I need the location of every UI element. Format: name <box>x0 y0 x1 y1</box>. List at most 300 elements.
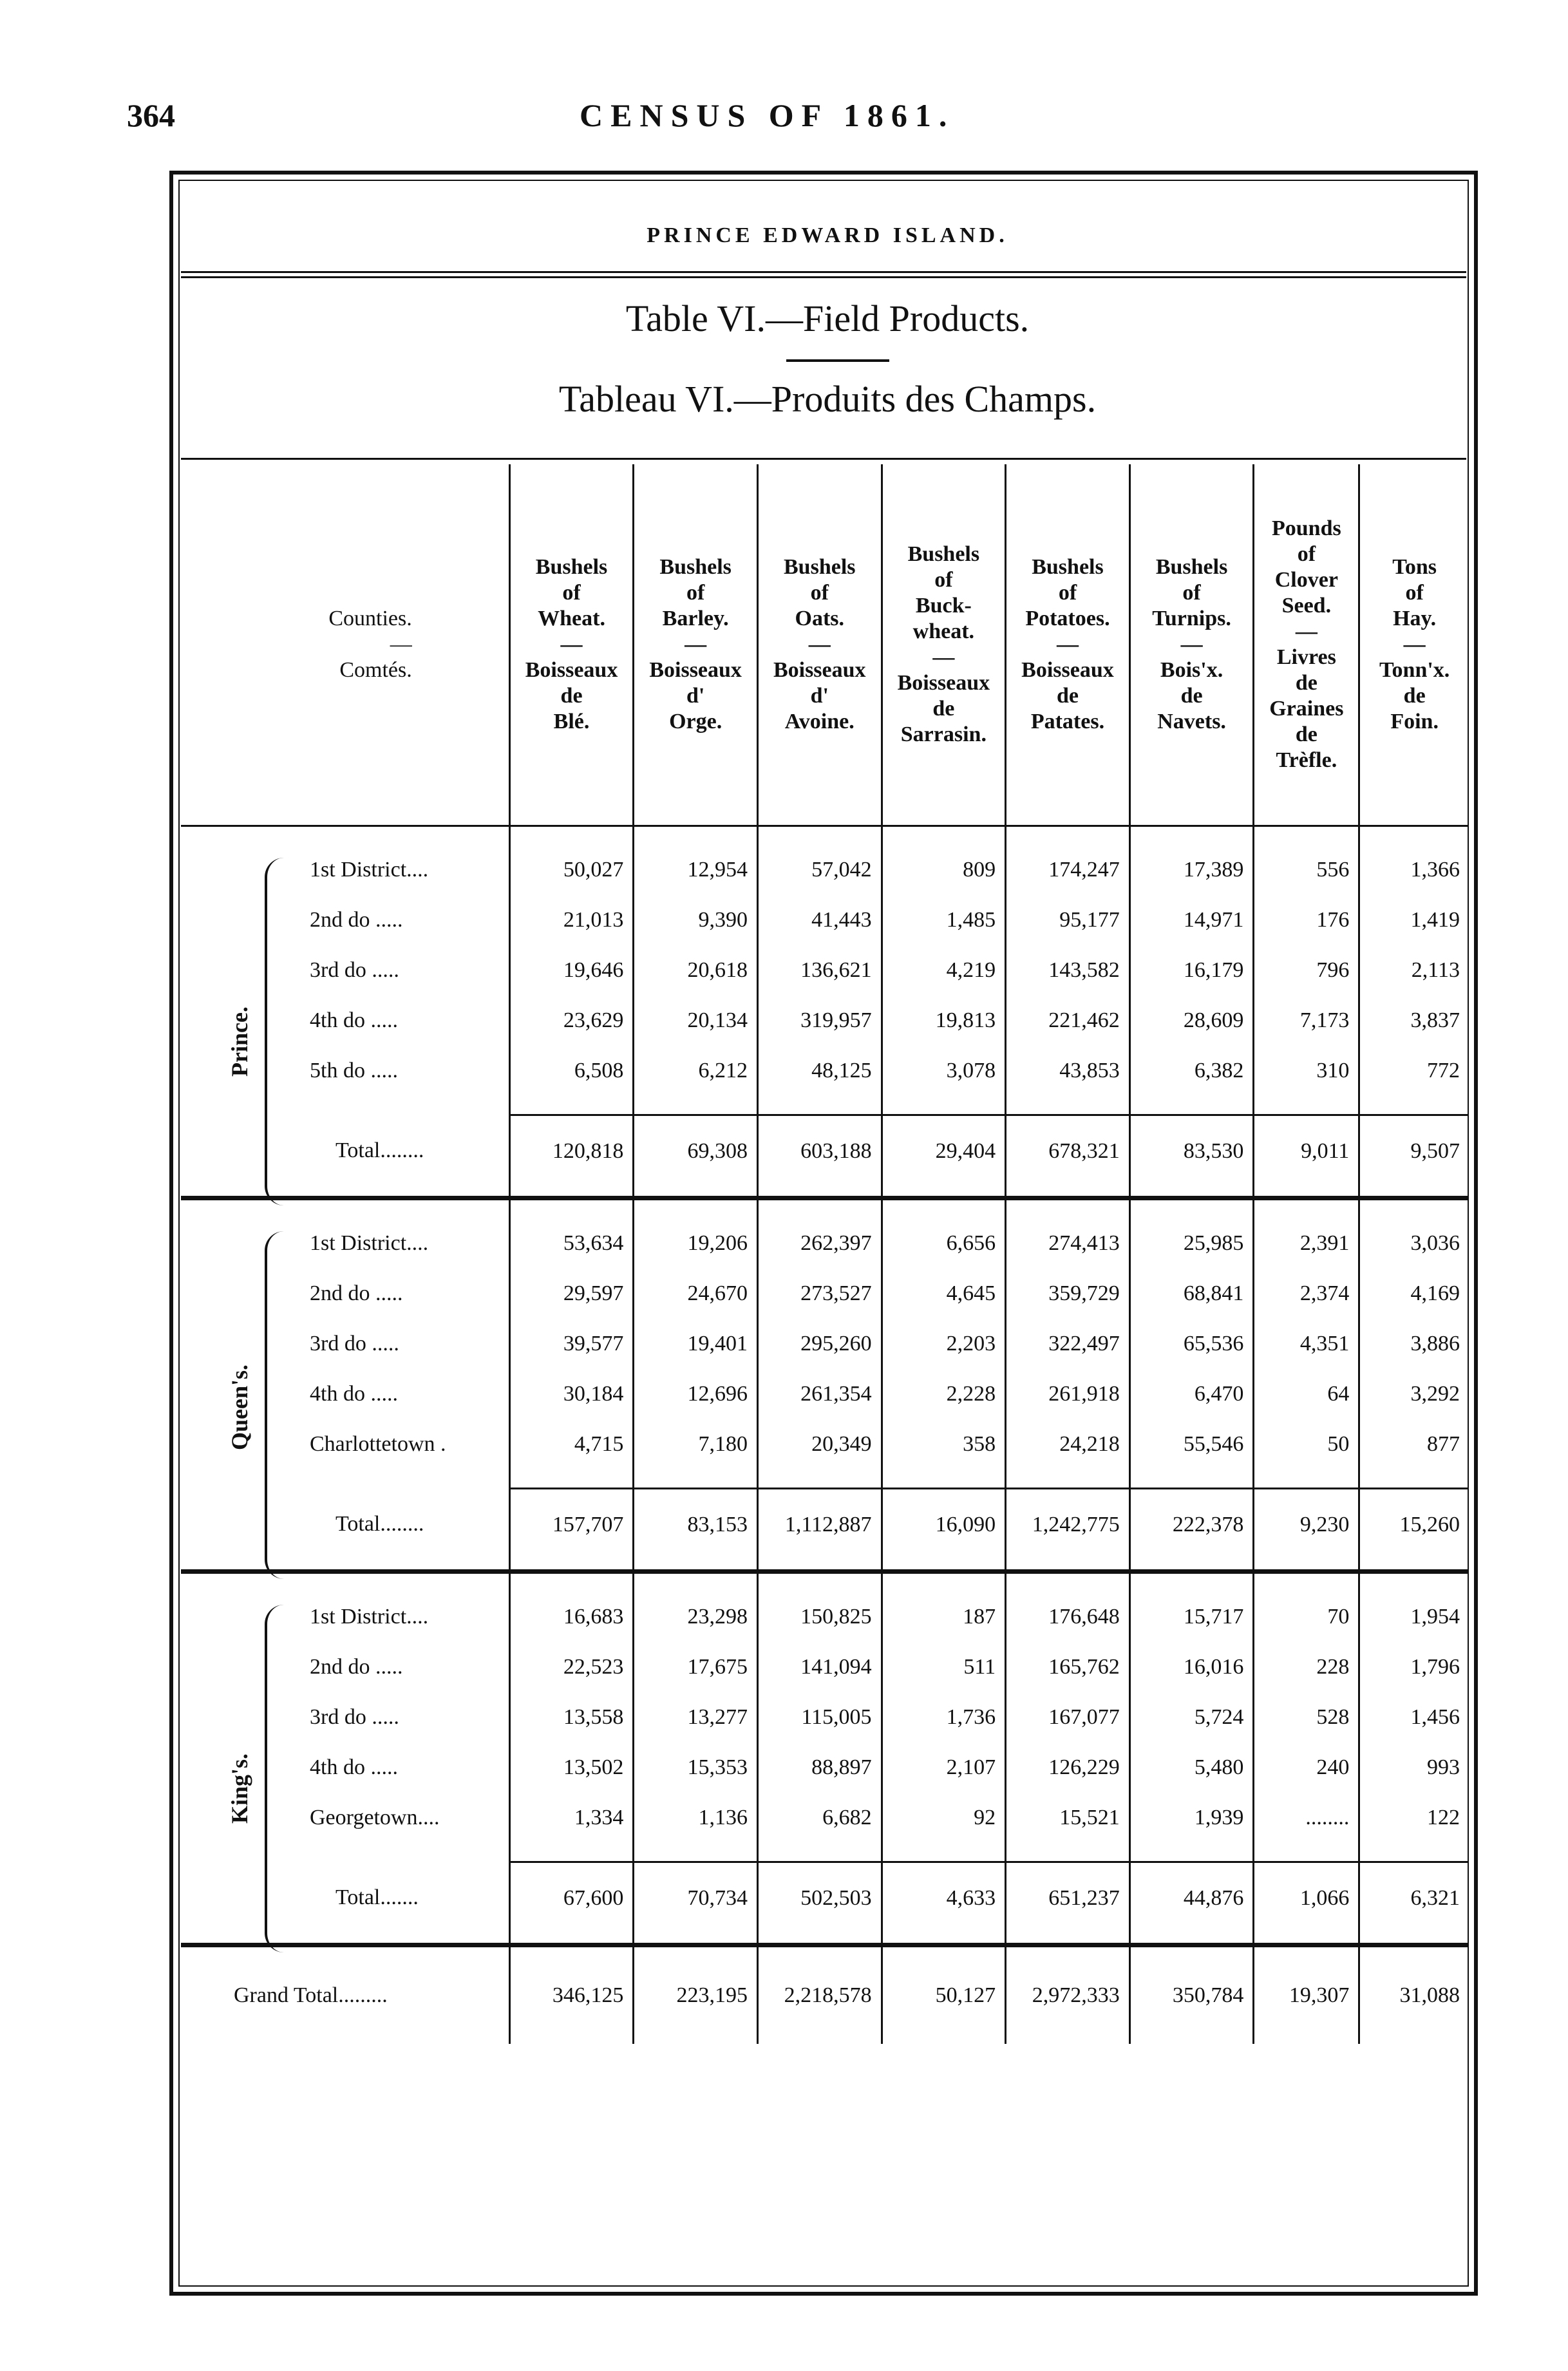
spacer-row <box>181 1198 1469 1219</box>
value-cell: 5,724 <box>1129 1692 1254 1743</box>
value-cell: 1,136 <box>634 1793 758 1843</box>
table-row <box>181 1642 1469 1692</box>
divider-cell <box>1254 1560 1359 1572</box>
county-name: Prince. <box>227 1006 252 1077</box>
divider-cell <box>1129 1934 1254 1945</box>
value-cell: 240 <box>1254 1743 1359 1793</box>
value-cell: 809 <box>882 845 1006 895</box>
value-cell: 359,729 <box>1006 1269 1130 1319</box>
spacer-cell <box>882 1843 1006 1862</box>
value-cell: 6,212 <box>634 1046 758 1096</box>
grand-total-value-cell: 19,307 <box>1254 1945 1359 2045</box>
divider-cell <box>1359 1934 1469 1945</box>
grand-total-label: Grand Total......... <box>234 1983 388 2007</box>
value-cell: 1,419 <box>1359 895 1469 945</box>
spacer-cell <box>1006 1843 1130 1862</box>
spacer-row <box>181 1469 1469 1489</box>
value-cell: 19,646 <box>509 945 634 996</box>
value-cell: 16,016 <box>1129 1642 1254 1692</box>
divider-rule <box>181 271 1466 273</box>
value-cell: 13,502 <box>509 1743 634 1793</box>
county-name: King's. <box>227 1753 252 1824</box>
value-cell: 3,078 <box>882 1046 1006 1096</box>
divider-cell <box>757 1934 882 1945</box>
value-cell: 17,389 <box>1129 845 1254 895</box>
value-cell: 2,374 <box>1254 1269 1359 1319</box>
value-cell: 1,366 <box>1359 845 1469 895</box>
divider-cell <box>757 1560 882 1572</box>
spacer-cell <box>1129 1572 1254 1592</box>
value-cell: 3,292 <box>1359 1369 1469 1419</box>
value-cell: 221,462 <box>1006 996 1130 1046</box>
spacer-cell <box>181 1572 509 1592</box>
value-cell: 65,536 <box>1129 1319 1254 1369</box>
value-cell: 6,382 <box>1129 1046 1254 1096</box>
row-label-cell <box>181 1319 509 1369</box>
total-value-cell: 29,404 <box>882 1115 1006 1187</box>
divider-cell <box>181 1560 509 1572</box>
spacer-cell <box>181 1096 509 1115</box>
value-cell: 511 <box>882 1642 1006 1692</box>
value-cell: 7,173 <box>1254 996 1359 1046</box>
district-label: 3rd do ..... <box>310 1332 399 1356</box>
total-value-cell: 67,600 <box>509 1862 634 1934</box>
total-label: Total........ <box>335 1512 424 1536</box>
spacer-cell <box>1254 1096 1359 1115</box>
value-cell: 167,077 <box>1006 1692 1130 1743</box>
value-cell: 1,456 <box>1359 1692 1469 1743</box>
divider-cell <box>634 1560 758 1572</box>
value-cell: 39,577 <box>509 1319 634 1369</box>
value-cell: 6,682 <box>757 1793 882 1843</box>
total-label-cell <box>181 1115 509 1187</box>
value-cell: 261,354 <box>757 1369 882 1419</box>
divider-cell <box>1006 1187 1130 1198</box>
spacer-cell <box>757 1843 882 1862</box>
total-value-cell: 9,507 <box>1359 1115 1469 1187</box>
total-value-cell: 9,230 <box>1254 1489 1359 1561</box>
spacer-cell <box>1359 1469 1469 1489</box>
value-cell: 993 <box>1359 1743 1469 1793</box>
spacer-cell <box>1129 1096 1254 1115</box>
total-value-cell: 651,237 <box>1006 1862 1130 1934</box>
col-header-counties: Counties. — Comtés. <box>181 464 509 826</box>
value-cell: 68,841 <box>1129 1269 1254 1319</box>
value-cell: 19,206 <box>634 1218 758 1269</box>
value-cell: 3,837 <box>1359 996 1469 1046</box>
value-cell: 50 <box>1254 1419 1359 1469</box>
total-value-cell: 678,321 <box>1006 1115 1130 1187</box>
value-cell: 15,521 <box>1006 1793 1130 1843</box>
row-label-cell <box>181 1369 509 1419</box>
value-cell: 358 <box>882 1419 1006 1469</box>
district-label: 1st District.... <box>310 1605 429 1629</box>
col-header-clover: Pounds of Clover Seed. — Livres de Graines de Trèfle. <box>1254 464 1359 826</box>
spacer-cell <box>634 1572 758 1592</box>
value-cell: 95,177 <box>1006 895 1130 945</box>
value-cell: 2,228 <box>882 1369 1006 1419</box>
row-label-cell <box>181 1692 509 1743</box>
value-cell: 57,042 <box>757 845 882 895</box>
total-value-cell: 15,260 <box>1359 1489 1469 1561</box>
value-cell: 1,796 <box>1359 1642 1469 1692</box>
value-cell: 2,203 <box>882 1319 1006 1369</box>
value-cell: 4,645 <box>882 1269 1006 1319</box>
divider-cell <box>882 1187 1006 1198</box>
row-label-cell <box>181 996 509 1046</box>
value-cell: 92 <box>882 1793 1006 1843</box>
value-cell: 126,229 <box>1006 1743 1130 1793</box>
total-value-cell: 120,818 <box>509 1115 634 1187</box>
value-cell: 4,715 <box>509 1419 634 1469</box>
table-row <box>181 1218 1469 1269</box>
spacer-cell <box>757 1572 882 1592</box>
spacer-cell <box>634 1469 758 1489</box>
value-cell: 2,113 <box>1359 945 1469 996</box>
district-label: Georgetown.... <box>310 1806 440 1829</box>
value-cell: 187 <box>882 1592 1006 1642</box>
row-label-cell <box>181 945 509 996</box>
value-cell: 17,675 <box>634 1642 758 1692</box>
divider-cell <box>181 1187 509 1198</box>
value-cell: 20,618 <box>634 945 758 996</box>
value-cell: 176,648 <box>1006 1592 1130 1642</box>
value-cell: 55,546 <box>1129 1419 1254 1469</box>
divider-cell <box>1254 1934 1359 1945</box>
value-cell: 877 <box>1359 1419 1469 1469</box>
spacer-cell <box>634 1096 758 1115</box>
table-row <box>181 1269 1469 1319</box>
table-row <box>181 1319 1469 1369</box>
value-cell: 20,349 <box>757 1419 882 1469</box>
divider-cell <box>882 1934 1006 1945</box>
row-label-cell <box>181 1046 509 1096</box>
col-header-oats: Bushels of Oats. — Boisseaux d' Avoine. <box>757 464 882 826</box>
county-name: Queen's. <box>227 1364 252 1450</box>
spacer-cell <box>181 1198 509 1219</box>
value-cell: 2,391 <box>1254 1218 1359 1269</box>
value-cell: 174,247 <box>1006 845 1130 895</box>
spacer-cell <box>1129 1843 1254 1862</box>
value-cell: 6,508 <box>509 1046 634 1096</box>
grand-total-value-cell: 223,195 <box>634 1945 758 2045</box>
district-label: 2nd do ..... <box>310 908 403 932</box>
col-header-barley: Bushels of Barley. — Boisseaux d' Orge. <box>634 464 758 826</box>
total-row <box>181 1489 1469 1561</box>
divider-rule <box>181 276 1466 278</box>
spacer-cell <box>1006 1198 1130 1219</box>
total-value-cell: 16,090 <box>882 1489 1006 1561</box>
spacer-cell <box>1254 826 1359 845</box>
value-cell: 7,180 <box>634 1419 758 1469</box>
value-cell: 796 <box>1254 945 1359 996</box>
spacer-row <box>181 1096 1469 1115</box>
value-cell: 1,736 <box>882 1692 1006 1743</box>
value-cell: 24,670 <box>634 1269 758 1319</box>
grand-total-value-cell: 346,125 <box>509 1945 634 2045</box>
total-label: Total........ <box>335 1138 424 1163</box>
field-products-table <box>181 464 1469 2044</box>
value-cell: 88,897 <box>757 1743 882 1793</box>
spacer-cell <box>509 826 634 845</box>
value-cell: 319,957 <box>757 996 882 1046</box>
value-cell: 141,094 <box>757 1642 882 1692</box>
spacer-cell <box>1254 1469 1359 1489</box>
value-cell: 1,334 <box>509 1793 634 1843</box>
value-cell: 6,656 <box>882 1218 1006 1269</box>
row-label-cell <box>181 1642 509 1692</box>
spacer-cell <box>757 1198 882 1219</box>
total-value-cell: 157,707 <box>509 1489 634 1561</box>
divider-cell <box>1254 1187 1359 1198</box>
table-title-en: Table VI.—Field Products. <box>625 298 1030 339</box>
table-row <box>181 1046 1469 1096</box>
district-label: 1st District.... <box>310 858 429 882</box>
table-row <box>181 1369 1469 1419</box>
value-cell: ........ <box>1254 1793 1359 1843</box>
title-separator <box>786 359 889 362</box>
spacer-cell <box>509 1469 634 1489</box>
spacer-cell <box>1254 1572 1359 1592</box>
table-row <box>181 895 1469 945</box>
divider-cell <box>882 1560 1006 1572</box>
value-cell: 29,597 <box>509 1269 634 1319</box>
value-cell: 24,218 <box>1006 1419 1130 1469</box>
value-cell: 41,443 <box>757 895 882 945</box>
value-cell: 310 <box>1254 1046 1359 1096</box>
value-cell: 322,497 <box>1006 1319 1130 1369</box>
total-value-cell: 70,734 <box>634 1862 758 1934</box>
spacer-row <box>181 1843 1469 1862</box>
divider-cell <box>634 1187 758 1198</box>
section-divider <box>181 1560 1469 1572</box>
spacer-cell <box>882 1198 1006 1219</box>
value-cell: 176 <box>1254 895 1359 945</box>
grand-total-row <box>181 1945 1469 2045</box>
district-label: 1st District.... <box>310 1231 429 1255</box>
district-label: 2nd do ..... <box>310 1281 403 1305</box>
value-cell: 1,954 <box>1359 1592 1469 1642</box>
divider-cell <box>757 1187 882 1198</box>
total-value-cell: 1,242,775 <box>1006 1489 1130 1561</box>
table-row <box>181 996 1469 1046</box>
value-cell: 23,629 <box>509 996 634 1046</box>
value-cell: 528 <box>1254 1692 1359 1743</box>
col-header-buckwheat: Bushels of Buck- wheat. — Boisseaux de Sarrasin. <box>882 464 1006 826</box>
spacer-row <box>181 826 1469 845</box>
grand-total-value-cell: 2,972,333 <box>1006 1945 1130 2045</box>
grand-total-value-cell: 2,218,578 <box>757 1945 882 2045</box>
value-cell: 274,413 <box>1006 1218 1130 1269</box>
value-cell: 28,609 <box>1129 996 1254 1046</box>
value-cell: 5,480 <box>1129 1743 1254 1793</box>
value-cell: 143,582 <box>1006 945 1130 996</box>
value-cell: 6,470 <box>1129 1369 1254 1419</box>
value-cell: 19,401 <box>634 1319 758 1369</box>
divider-cell <box>1359 1560 1469 1572</box>
spacer-cell <box>181 1843 509 1862</box>
total-value-cell: 83,153 <box>634 1489 758 1561</box>
value-cell: 15,717 <box>1129 1592 1254 1642</box>
value-cell: 4,219 <box>882 945 1006 996</box>
total-value-cell: 44,876 <box>1129 1862 1254 1934</box>
spacer-cell <box>882 1096 1006 1115</box>
district-label: 3rd do ..... <box>310 1705 399 1729</box>
spacer-row <box>181 1572 1469 1592</box>
total-value-cell: 9,011 <box>1254 1115 1359 1187</box>
value-cell: 25,985 <box>1129 1218 1254 1269</box>
divider-cell <box>1129 1560 1254 1572</box>
spacer-cell <box>1359 1198 1469 1219</box>
row-label-cell <box>181 1793 509 1843</box>
spacer-cell <box>181 826 509 845</box>
section-divider <box>181 1187 1469 1198</box>
district-label: 4th do ..... <box>310 1008 398 1032</box>
value-cell: 23,298 <box>634 1592 758 1642</box>
table-frame <box>169 171 1478 2296</box>
spacer-cell <box>1359 1572 1469 1592</box>
spacer-cell <box>634 826 758 845</box>
grand-total-value-cell: 31,088 <box>1359 1945 1469 2045</box>
value-cell: 16,683 <box>509 1592 634 1642</box>
spacer-cell <box>757 1469 882 1489</box>
value-cell: 12,954 <box>634 845 758 895</box>
col-header-hay: Tons of Hay. — Tonn'x. de Foin. <box>1359 464 1469 826</box>
col-header-turnips: Bushels of Turnips. — Bois'x. de Navets. <box>1129 464 1254 826</box>
value-cell: 3,036 <box>1359 1218 1469 1269</box>
district-label: 4th do ..... <box>310 1382 398 1406</box>
table-row <box>181 945 1469 996</box>
district-label: 4th do ..... <box>310 1755 398 1779</box>
grand-total-value-cell: 50,127 <box>882 1945 1006 2045</box>
divider-rule <box>181 458 1466 460</box>
value-cell: 48,125 <box>757 1046 882 1096</box>
total-value-cell: 1,112,887 <box>757 1489 882 1561</box>
table-title-fr: Tableau VI.—Produits des Champs. <box>558 378 1097 420</box>
spacer-cell <box>509 1572 634 1592</box>
divider-cell <box>509 1934 634 1945</box>
spacer-cell <box>1129 1198 1254 1219</box>
value-cell: 70 <box>1254 1592 1359 1642</box>
spacer-cell <box>1359 1843 1469 1862</box>
divider-cell <box>181 1934 509 1945</box>
value-cell: 16,179 <box>1129 945 1254 996</box>
value-cell: 115,005 <box>757 1692 882 1743</box>
value-cell: 13,277 <box>634 1692 758 1743</box>
value-cell: 3,886 <box>1359 1319 1469 1369</box>
value-cell: 50,027 <box>509 845 634 895</box>
spacer-cell <box>1129 1469 1254 1489</box>
total-value-cell: 1,066 <box>1254 1862 1359 1934</box>
spacer-cell <box>181 1469 509 1489</box>
divider-cell <box>1006 1934 1130 1945</box>
spacer-cell <box>1359 1096 1469 1115</box>
total-row <box>181 1115 1469 1187</box>
value-cell: 30,184 <box>509 1369 634 1419</box>
row-label-cell <box>181 1419 509 1469</box>
spacer-cell <box>509 1096 634 1115</box>
value-cell: 273,527 <box>757 1269 882 1319</box>
value-cell: 165,762 <box>1006 1642 1130 1692</box>
spacer-cell <box>882 826 1006 845</box>
value-cell: 43,853 <box>1006 1046 1130 1096</box>
value-cell: 12,696 <box>634 1369 758 1419</box>
value-cell: 4,351 <box>1254 1319 1359 1369</box>
table-row <box>181 845 1469 895</box>
spacer-cell <box>634 1843 758 1862</box>
value-cell: 772 <box>1359 1046 1469 1096</box>
table-row <box>181 1419 1469 1469</box>
spacer-cell <box>1006 826 1130 845</box>
value-cell: 122 <box>1359 1793 1469 1843</box>
total-value-cell: 6,321 <box>1359 1862 1469 1934</box>
divider-cell <box>509 1560 634 1572</box>
district-label: 3rd do ..... <box>310 958 399 982</box>
value-cell: 556 <box>1254 845 1359 895</box>
total-value-cell: 4,633 <box>882 1862 1006 1934</box>
section-divider <box>181 1934 1469 1945</box>
value-cell: 262,397 <box>757 1218 882 1269</box>
spacer-cell <box>1254 1843 1359 1862</box>
value-cell: 21,013 <box>509 895 634 945</box>
total-value-cell: 83,530 <box>1129 1115 1254 1187</box>
table-row <box>181 1592 1469 1642</box>
value-cell: 13,558 <box>509 1692 634 1743</box>
value-cell: 261,918 <box>1006 1369 1130 1419</box>
page-number: 364 <box>127 97 175 133</box>
value-cell: 64 <box>1254 1369 1359 1419</box>
row-label-cell <box>181 1743 509 1793</box>
col-header-wheat: Bushels of Wheat. — Boisseaux de Blé. <box>509 464 634 826</box>
value-cell: 1,939 <box>1129 1793 1254 1843</box>
value-cell: 228 <box>1254 1642 1359 1692</box>
spacer-cell <box>1006 1096 1130 1115</box>
table-row <box>181 1743 1469 1793</box>
spacer-cell <box>1359 826 1469 845</box>
spacer-cell <box>1006 1469 1130 1489</box>
spacer-cell <box>757 826 882 845</box>
district-label: 2nd do ..... <box>310 1655 403 1679</box>
row-label-cell <box>181 1269 509 1319</box>
total-value-cell: 222,378 <box>1129 1489 1254 1561</box>
value-cell: 295,260 <box>757 1319 882 1369</box>
spacer-cell <box>882 1572 1006 1592</box>
value-cell: 19,813 <box>882 996 1006 1046</box>
running-head: CENSUS OF 1861. <box>580 97 955 133</box>
value-cell: 150,825 <box>757 1592 882 1642</box>
value-cell: 4,169 <box>1359 1269 1469 1319</box>
value-cell: 20,134 <box>634 996 758 1046</box>
grand-total-value-cell: 350,784 <box>1129 1945 1254 2045</box>
province-heading: PRINCE EDWARD ISLAND. <box>647 223 1008 247</box>
grand-total-label-cell <box>181 1945 509 2045</box>
header-row <box>181 464 1469 826</box>
table-row <box>181 1793 1469 1843</box>
value-cell: 15,353 <box>634 1743 758 1793</box>
spacer-cell <box>634 1198 758 1219</box>
spacer-cell <box>1006 1572 1130 1592</box>
spacer-cell <box>509 1843 634 1862</box>
divider-cell <box>1359 1187 1469 1198</box>
district-label: Charlottetown . <box>310 1432 446 1456</box>
value-cell: 1,485 <box>882 895 1006 945</box>
divider-cell <box>634 1934 758 1945</box>
total-label-cell <box>181 1489 509 1561</box>
divider-cell <box>1006 1560 1130 1572</box>
spacer-cell <box>1254 1198 1359 1219</box>
value-cell: 53,634 <box>509 1218 634 1269</box>
divider-cell <box>509 1187 634 1198</box>
